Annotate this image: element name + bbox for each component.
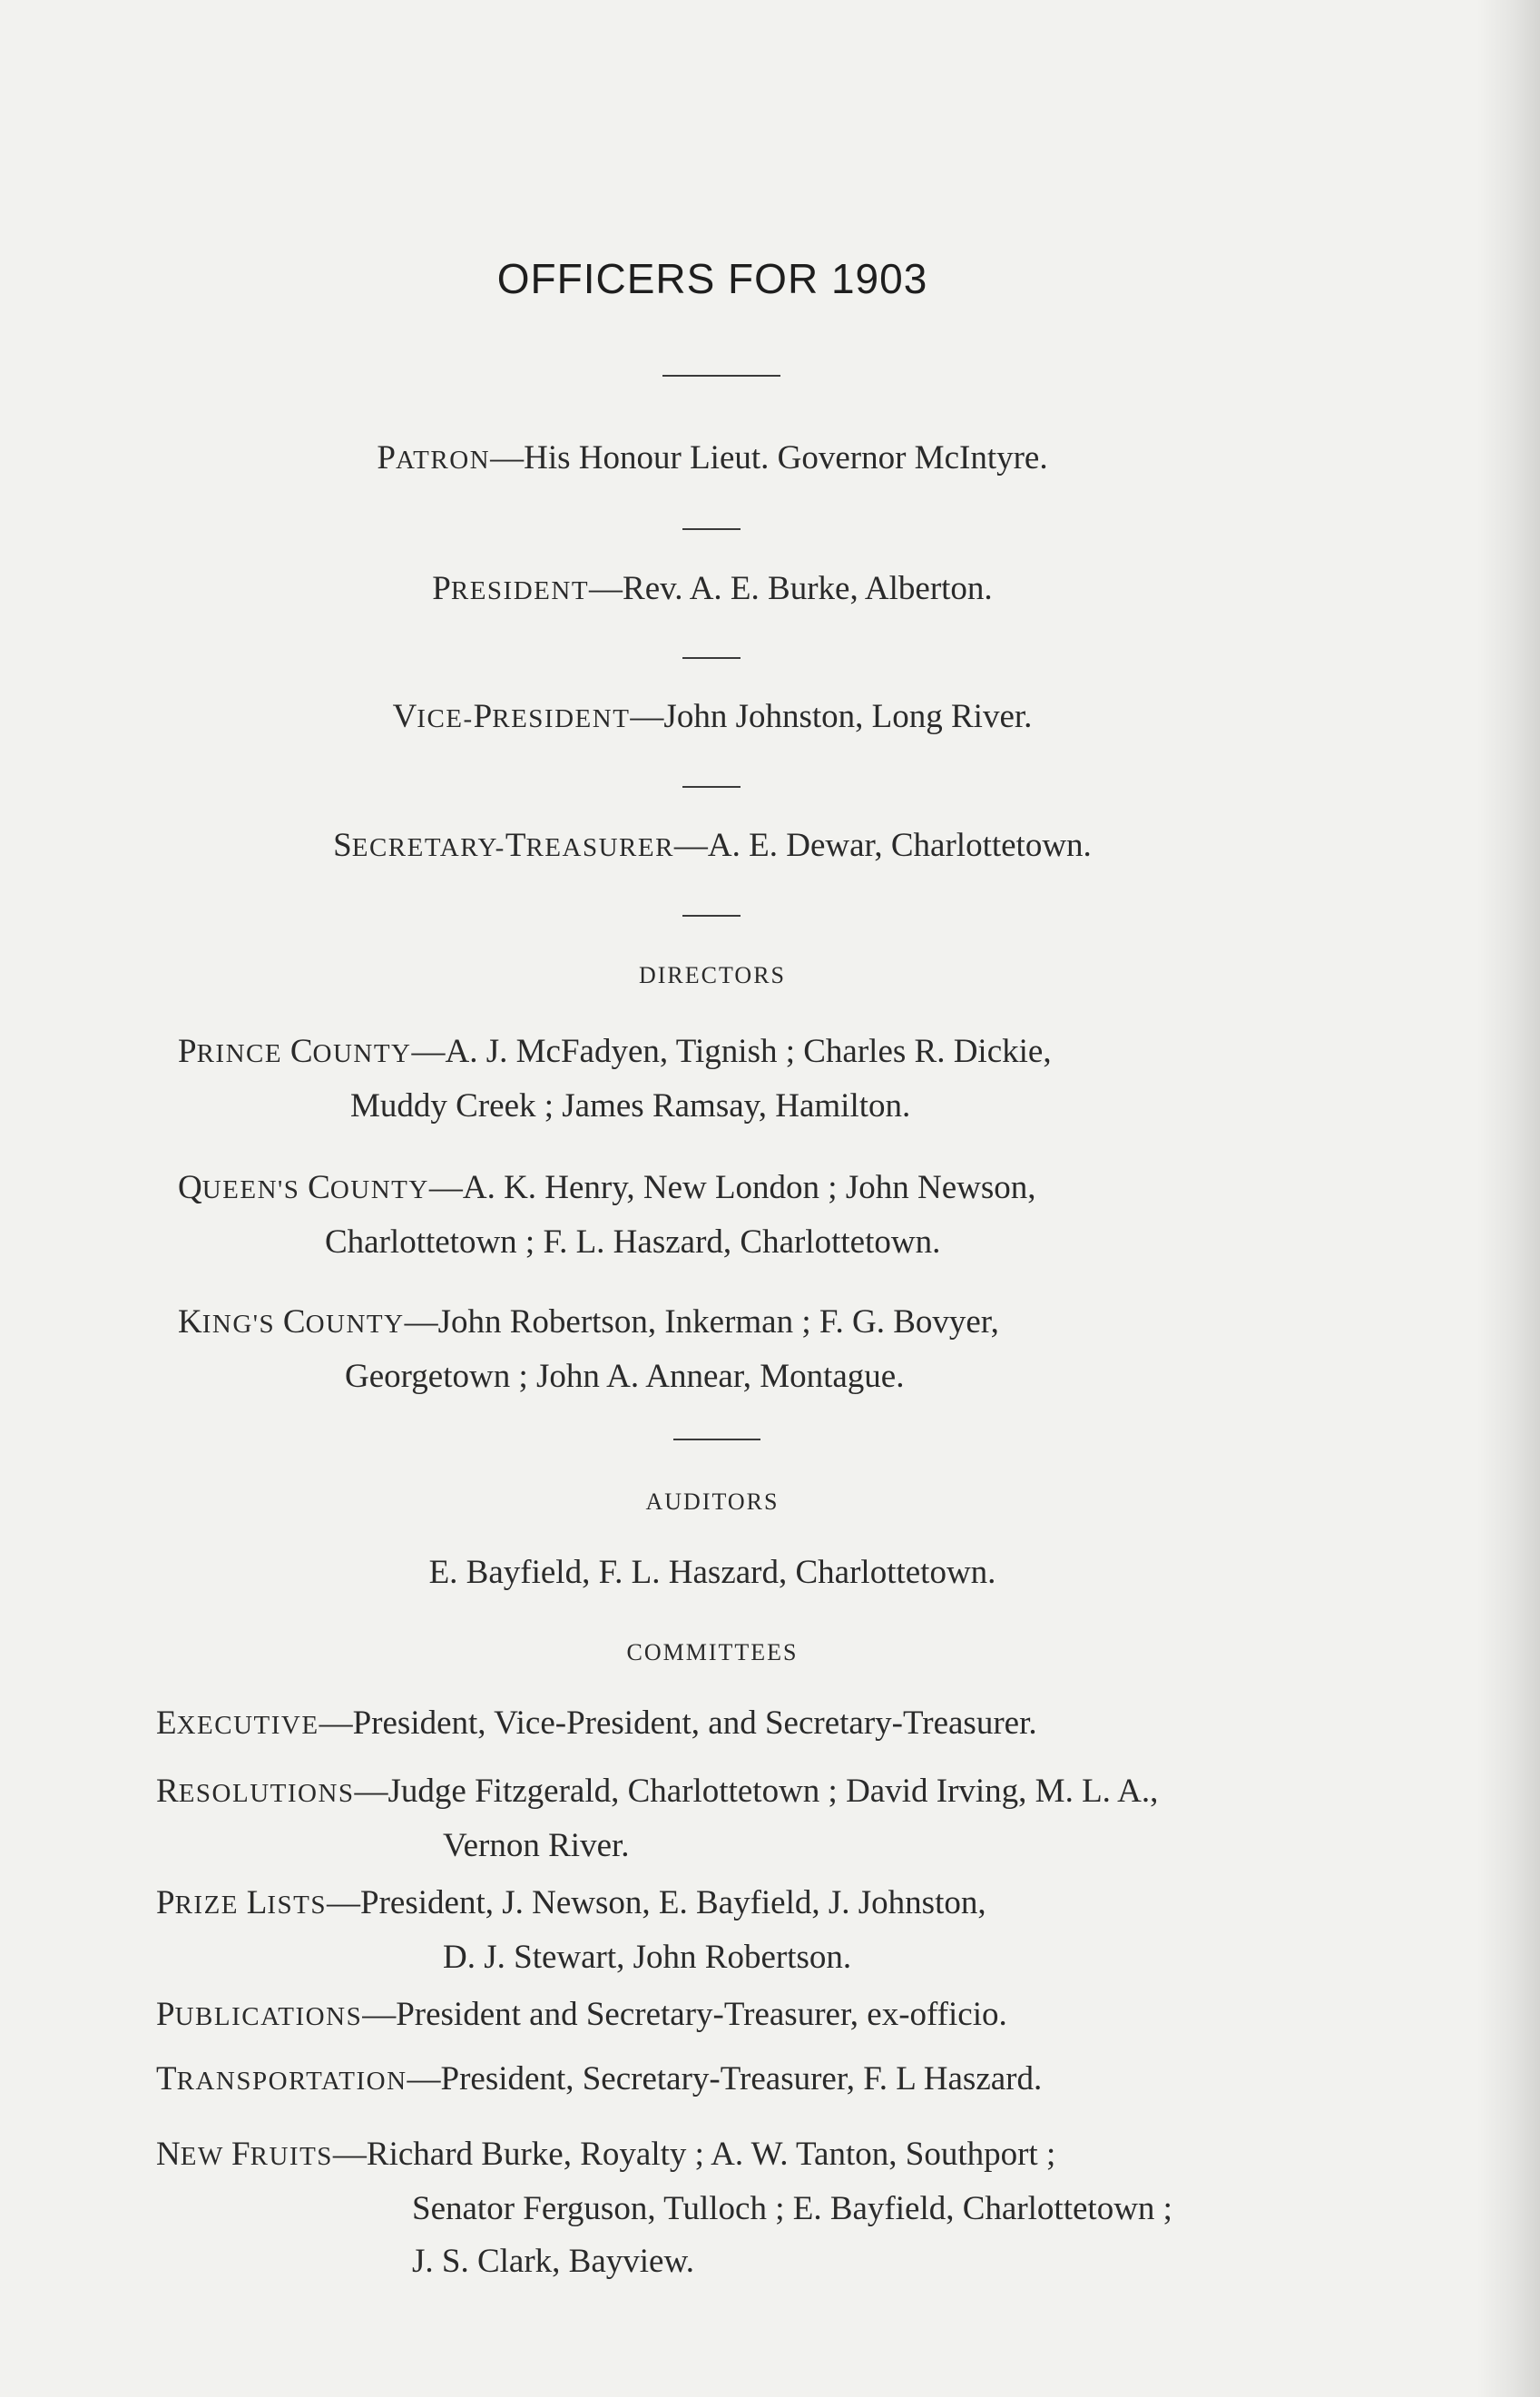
divider	[682, 528, 741, 530]
committee-executive: EXECUTIVE—President, Vice-President, and Secretary-Treasurer.	[156, 1704, 1037, 1742]
director-prince-county: PRINCE COUNTY—A. J. McFadyen, Tignish ; Charles R. Dickie, Muddy Creek ; James Ramsay, Hamilton.	[178, 1033, 1052, 1125]
committee-new-fruits: NEW FRUITS—Richard Burke, Royalty ; A. W. Tanton, Southport ; Senator Ferguson, Tulloch ; E. Bayfield, Charlottetown ; J. S. Clark, Bayview.	[156, 2136, 1172, 2280]
director-queens-county: QUEEN'S COUNTY—A. K. Henry, New London ; John Newson, Charlottetown ; F. L. Haszard, Charlottetown.	[178, 1169, 1036, 1261]
page-edge-shadow	[1476, 0, 1540, 2397]
officer-secretary-treasurer: SECRETARY-TREASURER—A. E. Dewar, Charlottetown.	[333, 827, 1092, 864]
committee-resolutions: RESOLUTIONS—Judge Fitzgerald, Charlottetown ; David Irving, M. L. A., Vernon River.	[156, 1773, 1159, 1864]
divider	[682, 915, 741, 917]
auditors-heading: AUDITORS	[645, 1488, 780, 1515]
directors-heading: DIRECTORS	[639, 962, 786, 988]
title-divider	[662, 375, 780, 377]
committees-heading: COMMITTEES	[626, 1639, 799, 1665]
divider	[673, 1439, 760, 1440]
divider	[682, 657, 741, 659]
director-kings-county: KING'S COUNTY—John Robertson, Inkerman ; F. G. Bovyer, Georgetown ; John A. Annear, Montague.	[178, 1303, 999, 1395]
divider	[682, 786, 741, 788]
committee-transportation: TRANSPORTATION—President, Secretary-Treasurer, F. L Haszard.	[156, 2060, 1043, 2097]
officer-patron: PATRON—His Honour Lieut. Governor McIntyre.	[377, 439, 1048, 476]
committee-publications: PUBLICATIONS—President and Secretary-Treasurer, ex-officio.	[156, 1996, 1007, 2033]
page-title: OFFICERS FOR 1903	[496, 255, 928, 302]
officer-president: PRESIDENT—Rev. A. E. Burke, Alberton.	[432, 570, 993, 607]
officer-vice-president: VICE-PRESIDENT—John Johnston, Long River.	[392, 698, 1033, 735]
auditors-list: E. Bayfield, F. L. Haszard, Charlottetown.	[428, 1554, 996, 1591]
committee-prize-lists: PRIZE LISTS—President, J. Newson, E. Bayfield, J. Johnston, D. J. Stewart, John Robertson.	[156, 1884, 986, 1976]
